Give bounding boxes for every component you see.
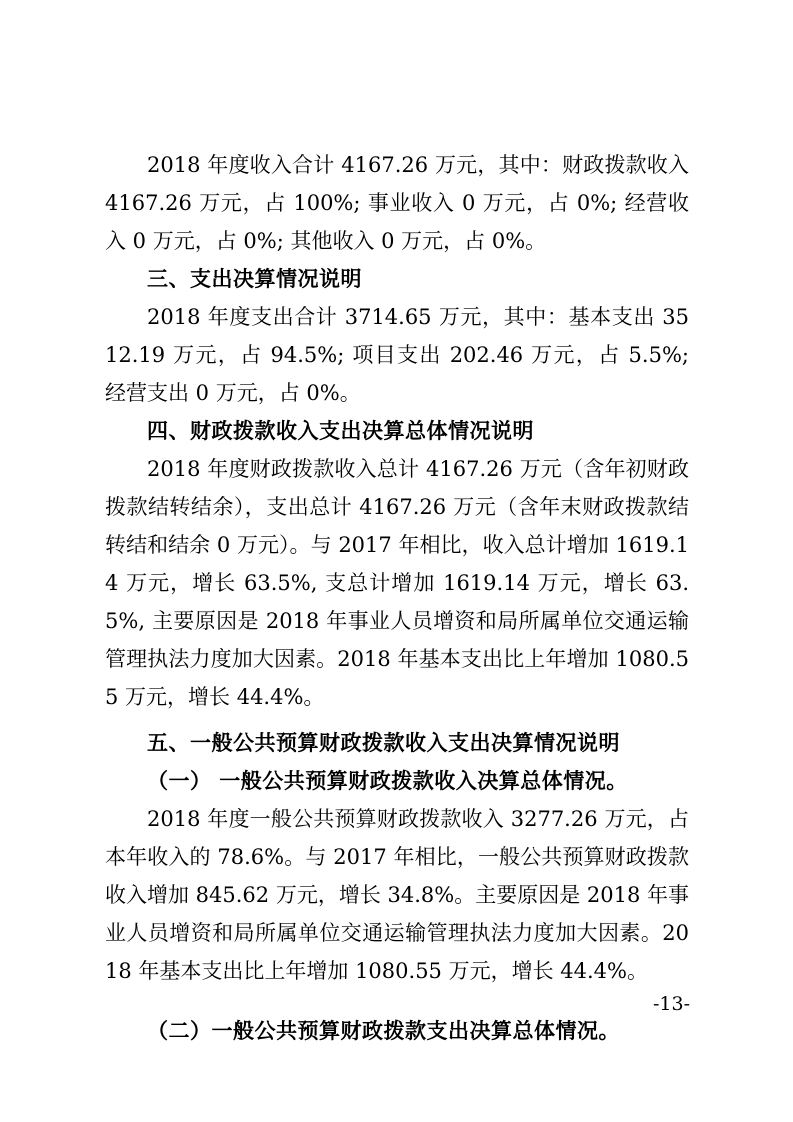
heading-subsection-two-expenditure-overview: （二）一般公共预算财政拨款支出决算总体情况。	[147, 1019, 620, 1043]
paragraph-fiscal-allocation-overview: 2018 年度财政拨款收入总计 4167.26 万元（含年初财政拨款结转结余），支出总计 4167.26 万元（含年末财政拨款结转结和结余 0 万元）。与 2017 年相比，收入总计增加 1619.14 万元，增长 63.5%, 支总计增加 1619.14 万元，增长 63.5%, 主要原因是 2018 年事业人员增资和局所属单位交通运输管理执法力度加大因素。2018 年基本支出比上年增加 1080.55 万元，增长 44.4%。	[105, 457, 689, 709]
page-number: -13-	[652, 993, 690, 1015]
document-body	[105, 146, 689, 1050]
paragraph-expenditure-summary-2018: 2018 年度支出合计 3714.65 万元，其中：基本支出 3512.19 万元，占 94.5%; 项目支出 202.46 万元，占 5.5%; 经营支出 0 万元，占 0%。	[105, 305, 689, 405]
heading-section-five-general-budget: 五、一般公共预算财政拨款收入支出决算情况说明	[147, 731, 620, 755]
paragraph-revenue-summary-2018: 2018 年度收入合计 4167.26 万元，其中：财政拨款收入 4167.26 万元，占 100%; 事业收入 0 万元，占 0%; 经营收入 0 万元，占 0%; 其他收入 0 万元，占 0%。	[105, 153, 689, 253]
heading-subsection-one-income-overview: （一） 一般公共预算财政拨款收入决算总体情况。	[147, 769, 628, 793]
heading-section-four-fiscal-allocation: 四、财政拨款收入支出决算总体情况说明	[147, 419, 534, 443]
paragraph-general-budget-income: 2018 年度一般公共预算财政拨款收入 3277.26 万元，占本年收入的 78.6%。与 2017 年相比，一般公共预算财政拨款收入增加 845.62 万元，增长 34.8%。主要原因是 2018 年事业人员增资和局所属单位交通运输管理执法力度加大因素。2018 年基本支出比上年增加 1080.55 万元，增长 44.4%。	[105, 807, 690, 983]
heading-section-three-expenditure: 三、支出决算情况说明	[147, 267, 362, 291]
